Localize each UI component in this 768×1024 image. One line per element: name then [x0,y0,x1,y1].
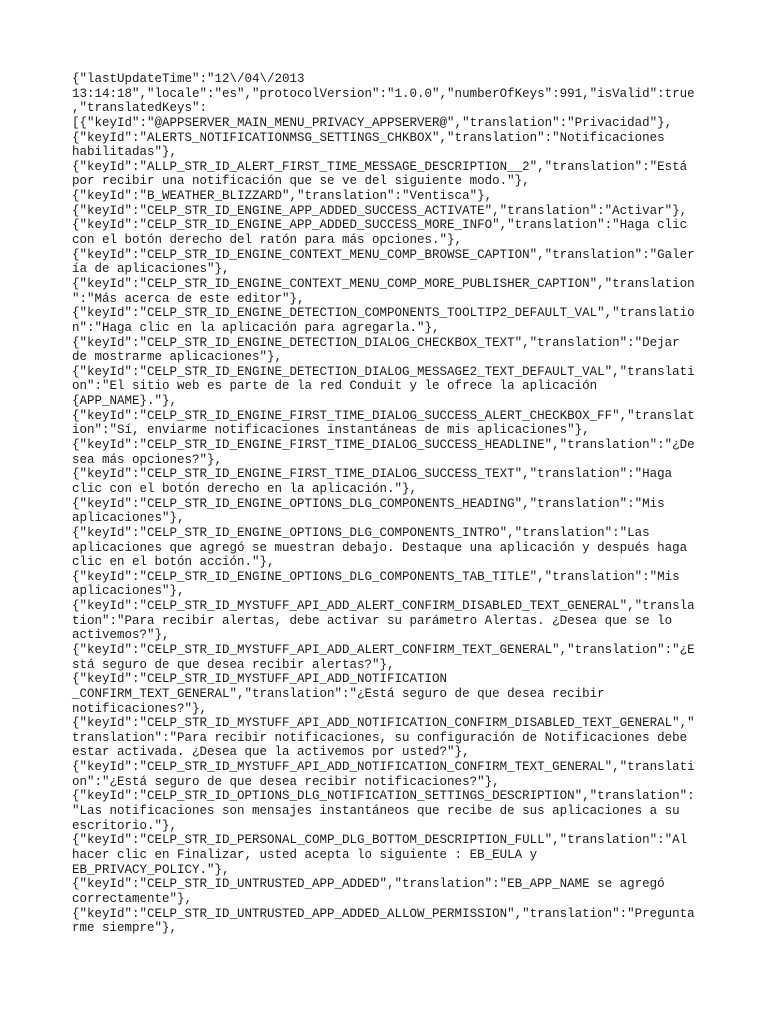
document-line: {"keyId":"ALERTS_NOTIFICATIONMSG_SETTINGS_CHKBOX","translation":"Notificaciones [72,130,665,145]
document-line: estar activada. ¿Desea que la activemos por usted?"}, [72,745,470,760]
document-line: {"keyId":"CELP_STR_ID_UNTRUSTED_APP_ADDED_ALLOW_PERMISSION","translation":"Pregunta [72,906,695,921]
document-line: {"keyId":"CELP_STR_ID_ENGINE_DETECTION_DIALOG_MESSAGE2_TEXT_DEFAULT_VAL","translati [72,364,695,379]
document-line: {"keyId":"CELP_STR_ID_ENGINE_DETECTION_DIALOG_CHECKBOX_TEXT","translation":"Dejar [72,335,680,350]
document-line: ion":"Sí, enviarme notificaciones instantáneas de mis aplicaciones"}, [72,423,590,438]
document-line: notificaciones?"}, [72,701,208,716]
document-line: {"keyId":"CELP_STR_ID_ENGINE_OPTIONS_DLG_COMPONENTS_HEADING","translation":"Mis [72,496,665,511]
document-line: habilitadas"}, [72,145,178,160]
document-line: {"keyId":"CELP_STR_ID_OPTIONS_DLG_NOTIFICATION_SETTINGS_DESCRIPTION","translation": [72,789,695,804]
document-line: escritorio."}, [72,818,178,833]
document-line: {"lastUpdateTime":"12\/04\/2013 [72,72,305,86]
document-line: sea más opciones?"}, [72,452,223,467]
document-line: {"keyId":"CELP_STR_ID_ENGINE_APP_ADDED_SUCCESS_MORE_INFO","translation":"Haga clic [72,218,688,233]
document-line: {"keyId":"CELP_STR_ID_ENGINE_OPTIONS_DLG_COMPONENTS_INTRO","translation":"Las [72,525,650,540]
document-line: ":"Más acerca de este editor"}, [72,291,305,306]
document-line: EB_PRIVACY_POLICY."}, [72,862,230,877]
document-line: ,"translatedKeys": [72,101,208,116]
document-line: {"keyId":"CELP_STR_ID_MYSTUFF_API_ADD_ALERT_CONFIRM_TEXT_GENERAL","translation":"¿E [72,642,695,657]
document-line: {"keyId":"CELP_STR_ID_ENGINE_DETECTION_COMPONENTS_TOOLTIP2_DEFAULT_VAL","translatio [72,306,695,321]
document-line: {"keyId":"CELP_STR_ID_PERSONAL_COMP_DLG_BOTTOM_DESCRIPTION_FULL","translation":"Al [72,833,688,848]
document-line: {"keyId":"B_WEATHER_BLIZZARD","translation":"Ventisca"}, [72,189,493,204]
document-line: aplicaciones"}, [72,511,185,526]
document-line: correctamente"}, [72,891,193,906]
document-line: de mostrarme aplicaciones"}, [72,350,283,365]
document-line: {"keyId":"CELP_STR_ID_ENGINE_CONTEXT_MENU_COMP_MORE_PUBLISHER_CAPTION","translation [72,276,695,291]
document-line: tion":"Para recibir alertas, debe activar su parámetro Alertas. ¿Desea que se lo [72,613,673,628]
document-line: "Las notificaciones son mensajes instantáneos que recibe de sus aplicaciones a su [72,804,680,819]
document-line: {"keyId":"CELP_STR_ID_ENGINE_APP_ADDED_SUCCESS_ACTIVATE","translation":"Activar"}, [72,203,688,218]
document-line: {"keyId":"CELP_STR_ID_UNTRUSTED_APP_ADDED","translation":"EB_APP_NAME se agregó [72,877,665,892]
document-text [72,72,700,936]
document-line: {"keyId":"CELP_STR_ID_MYSTUFF_API_ADD_NOTIFICATION_CONFIRM_TEXT_GENERAL","translati [72,760,695,775]
document-line: {"keyId":"CELP_STR_ID_ENGINE_FIRST_TIME_DIALOG_SUCCESS_HEADLINE","translation":"¿De [72,438,695,453]
document-line: 13:14:18","locale":"es","protocolVersion":"1.0.0","numberOfKeys":991,"isValid":true [72,86,695,101]
document-line: clic en el botón acción."}, [72,555,275,570]
document-line: aplicaciones que agregó se muestran debajo. Destaque una aplicación y después haga [72,540,688,555]
document-line: stá seguro de que desea recibir alertas?"}, [72,657,395,672]
document-line: ía de aplicaciones"}, [72,262,230,277]
document-line: {"keyId":"CELP_STR_ID_MYSTUFF_API_ADD_NOTIFICATION_CONFIRM_DISABLED_TEXT_GENERAL"," [72,716,695,731]
document-line: on":"¿Está seguro de que desea recibir notificaciones?"}, [72,774,500,789]
document-line: con el botón derecho del ratón para más opciones."}, [72,233,463,248]
document-line: {"keyId":"CELP_STR_ID_ENGINE_FIRST_TIME_DIALOG_SUCCESS_ALERT_CHECKBOX_FF","translat [72,408,695,423]
document-line: {"keyId":"CELP_STR_ID_MYSTUFF_API_ADD_NOTIFICATION [72,672,448,687]
document-line: rme siempre"}, [72,921,178,936]
document-line: {"keyId":"CELP_STR_ID_ENGINE_OPTIONS_DLG_COMPONENTS_TAB_TITLE","translation":"Mis [72,569,680,584]
document-line: [{"keyId":"@APPSERVER_MAIN_MENU_PRIVACY_APPSERVER@","translation":"Privacidad"}, [72,115,673,130]
document-line: {"keyId":"CELP_STR_ID_ENGINE_CONTEXT_MENU_COMP_BROWSE_CAPTION","translation":"Galer [72,247,695,262]
document-line: activemos?"}, [72,628,170,643]
document-line: n":"Haga clic en la aplicación para agregarla."}, [72,320,440,335]
document-line: translation":"Para recibir notificaciones, su configuración de Notificaciones debe [72,730,688,745]
document-line: {APP_NAME}."}, [72,394,178,409]
document-line: {"keyId":"CELP_STR_ID_ENGINE_FIRST_TIME_DIALOG_SUCCESS_TEXT","translation":"Haga [72,467,673,482]
document-line: on":"El sitio web es parte de la red Conduit y le ofrece la aplicación [72,379,598,394]
document-line: aplicaciones"}, [72,584,185,599]
document-line: por recibir una notificación que se ve del siguiente modo."}, [72,174,530,189]
document-line: clic con el botón derecho en la aplicación."}, [72,481,418,496]
document-line: _CONFIRM_TEXT_GENERAL","translation":"¿Está seguro de que desea recibir [72,686,605,701]
document-line: hacer clic en Finalizar, usted acepta lo siguiente : EB_EULA y [72,847,538,862]
document-line: {"keyId":"ALLP_STR_ID_ALERT_FIRST_TIME_MESSAGE_DESCRIPTION__2","translation":"Está [72,159,688,174]
document-line: {"keyId":"CELP_STR_ID_MYSTUFF_API_ADD_ALERT_CONFIRM_DISABLED_TEXT_GENERAL","transla [72,599,695,614]
